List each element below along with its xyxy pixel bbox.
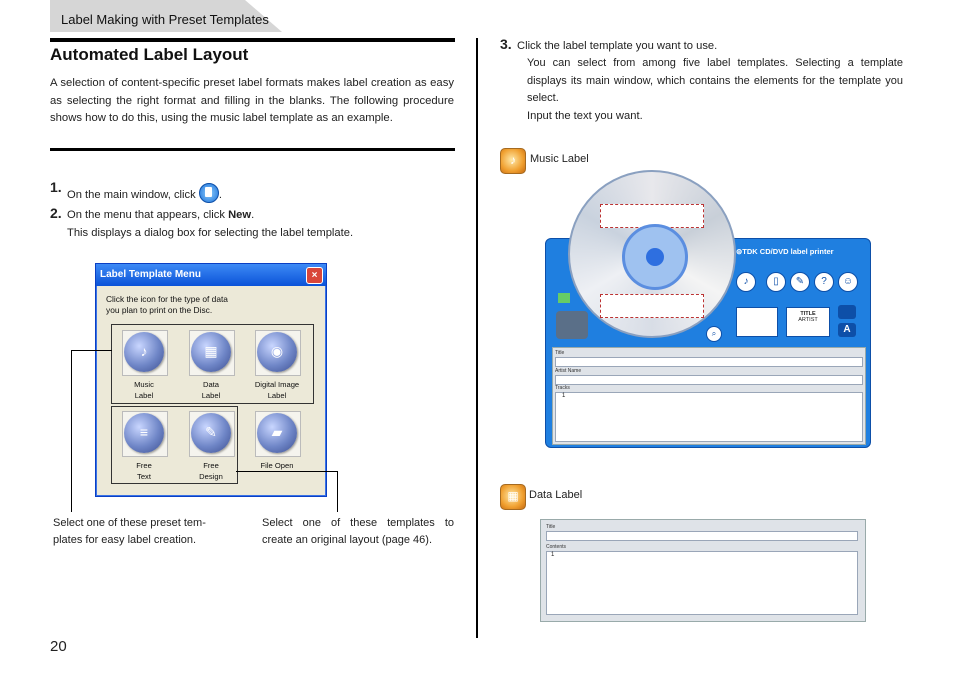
dialog-instruction [106, 294, 228, 316]
wrench-icon[interactable]: ✎ [790, 272, 810, 292]
callout-left [53, 515, 206, 549]
intro-rule [50, 148, 455, 151]
disc-center [646, 248, 664, 266]
callout-left-line-2: plates for easy label creation. [53, 534, 197, 546]
data-label-badge [500, 484, 526, 510]
data-label-line-1: Data [202, 380, 220, 389]
page-title: Automated Label Layout [50, 45, 249, 64]
digital-image-caption [245, 379, 309, 401]
disc-text-bottom[interactable] [600, 294, 704, 318]
step-3-text: Click the label template you want to use. [517, 40, 718, 52]
text-glyph: ≡ [139, 424, 149, 440]
music-disc-icon [124, 332, 164, 372]
disc-preview [568, 170, 736, 338]
new-icon[interactable]: ▯ [766, 272, 786, 292]
column-divider [476, 38, 478, 638]
file-open-icon [257, 413, 297, 453]
section-header: Label Making with Preset Templates [61, 12, 269, 27]
free-design-disc-icon [191, 413, 231, 453]
note-glyph: ♪ [140, 343, 148, 359]
music-note-icon: ♪ [510, 153, 516, 167]
close-icon[interactable]: × [306, 267, 323, 284]
layout-grid-button[interactable] [736, 307, 778, 337]
step-1-number: 1. [50, 179, 62, 195]
design-glyph: ✎ [205, 424, 217, 440]
data-title-field[interactable] [546, 531, 858, 541]
title-artist-button[interactable] [786, 307, 830, 337]
data-label-heading: Data Label [529, 489, 583, 501]
step-2-text-before: On the menu that appears, click [67, 209, 229, 221]
step-3-number: 3. [500, 36, 512, 52]
callout-right-line-2: create an original layout (page 46). [262, 534, 432, 546]
music-label-heading: Music Label [530, 153, 589, 165]
data-contents-label: Contents [546, 544, 567, 550]
callout-line-left-v [71, 350, 72, 512]
disc-hub [622, 224, 688, 290]
music-label-line-2: Label [134, 391, 154, 400]
user-icon[interactable]: ☺ [838, 272, 858, 292]
tracks-field-label: Tracks [555, 385, 570, 391]
music-label-line-1: Music [134, 380, 154, 389]
step-1-text-after: . [218, 189, 222, 201]
digital-image-line-1: Digital Image [254, 380, 300, 389]
music-field-panel [552, 347, 866, 445]
step-2-text [67, 209, 254, 221]
tracks-list[interactable] [555, 392, 863, 442]
free-design-caption [179, 460, 243, 482]
callout-left-line-1: Select one of these preset tem- [53, 517, 206, 529]
settings-icon[interactable] [838, 305, 856, 319]
label-template-menu-dialog [95, 263, 327, 497]
page-number: 20 [50, 638, 67, 655]
data-row-1: 1 [551, 552, 555, 558]
step-2-new-command: New [228, 209, 252, 221]
title-artist-artist: ARTIST [798, 317, 818, 323]
data-title-label: Title [546, 524, 556, 530]
data-label-line-2: Label [201, 391, 221, 400]
music-label-caption [112, 379, 176, 401]
zoom-icon[interactable]: ⌕ [706, 326, 722, 342]
title-artist-title: TITLE [800, 311, 816, 317]
data-contents-list[interactable] [546, 551, 858, 615]
dialog-title-bar [96, 264, 326, 286]
title-field[interactable] [555, 357, 863, 367]
image-disc-icon [257, 332, 297, 372]
free-design-line-1: Free [203, 461, 219, 470]
music-label-badge [500, 148, 526, 174]
grid-glyph: ▦ [204, 343, 218, 359]
music-mode-icon[interactable]: ♪ [736, 272, 756, 292]
step-3-detail-2: Input the text you want. [527, 110, 643, 122]
file-open-caption [245, 460, 309, 471]
callout-line-left-h [71, 350, 112, 351]
step-2-number: 2. [50, 205, 62, 221]
callout-right-line-1: Select one of these templates to [262, 517, 454, 529]
top-rule [50, 38, 455, 42]
artist-field-label: Artist Name [555, 368, 582, 374]
data-disc-icon [191, 332, 231, 372]
step-1-text-before: On the main window, click [67, 189, 199, 201]
track-row-1: 1 [562, 393, 566, 399]
artist-field[interactable] [555, 375, 863, 385]
free-text-line-2: Text [137, 472, 151, 481]
free-text-caption [112, 460, 176, 482]
intro-paragraph: A selection of content-specific preset label formats makes label creation as easy as selecting the right format and filling in the blanks. The following procedure shows how to do this, using the music label template as an example. [50, 77, 454, 125]
eject-icon[interactable] [558, 293, 570, 303]
folder-glyph: ▰ [271, 424, 283, 440]
callout-line-right-v [337, 471, 338, 512]
new-file-icon[interactable] [199, 183, 219, 203]
free-design-line-2: Design [199, 472, 223, 481]
callout-line-right-h [236, 471, 338, 472]
step-2-detail: This displays a dialog box for selecting the label template. [67, 227, 354, 239]
data-icon: ▦ [507, 489, 519, 503]
free-text-disc-icon [124, 413, 164, 453]
step-3-detail: You can select from among five label templates. Selecting a template displays its main window, which contains the elements for the template you select. [527, 57, 903, 105]
page-glyph-icon [205, 187, 212, 197]
file-open-line-1: File Open [260, 461, 294, 470]
step-2-text-after: . [251, 209, 255, 221]
help-icon[interactable]: ? [814, 272, 834, 292]
digital-image-line-2: Label [267, 391, 287, 400]
camera-glyph: ◉ [270, 343, 284, 359]
dialog-instruction-line-1: Click the icon for the type of data [106, 294, 228, 304]
title-field-label: Title [555, 350, 565, 356]
free-text-line-1: Free [136, 461, 152, 470]
dialog-instruction-line-2: you plan to print on the Disc. [106, 305, 213, 315]
app-brand: ⊜TDK CD/DVD label printer [736, 247, 834, 256]
dialog-title: Label Template Menu [100, 269, 201, 280]
data-label-caption [179, 379, 243, 401]
data-field-panel [540, 519, 866, 622]
callout-right [262, 515, 454, 549]
printer-icon[interactable] [556, 311, 588, 339]
text-style-icon[interactable]: A [838, 323, 856, 337]
step-1-text [67, 183, 222, 203]
